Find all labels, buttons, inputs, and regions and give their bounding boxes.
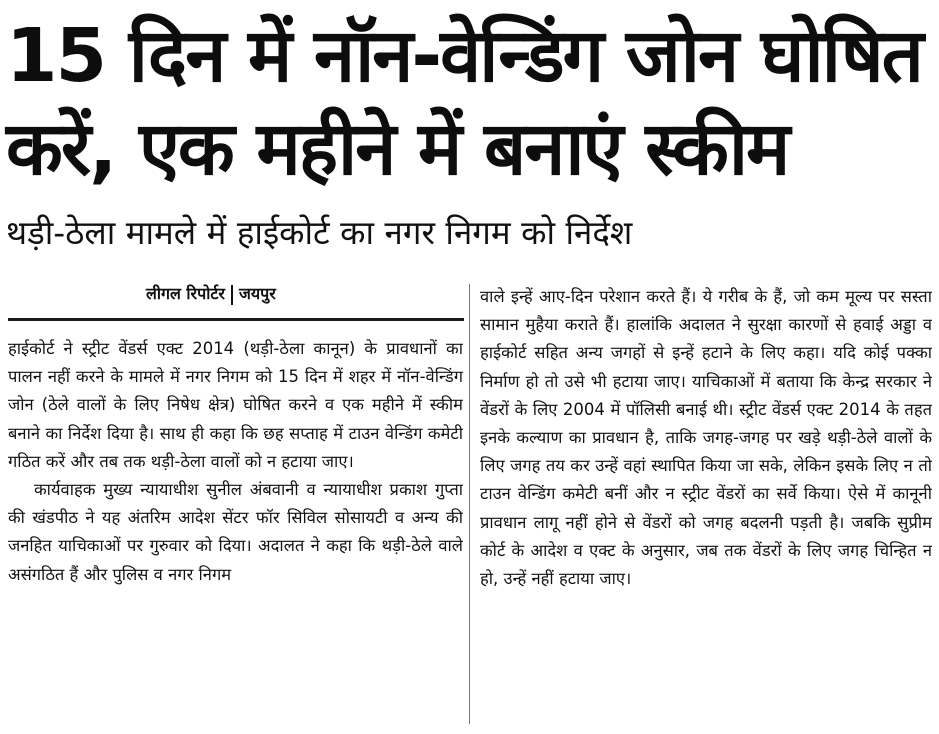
article-paragraph-1: हाईकोर्ट ने स्ट्रीट वेंडर्स एक्ट 2014 (थड़ी-ठेला कानून) के प्रावधानों का पालन नहीं करने के मामले में नगर निगम को 15 दिन में शहर में नॉन-वेन्डिंग जोन (ठेले वालों के लिए निषेध क्षेत्र) घोषित करने व एक महीने में स्कीम बनाने का निर्देश दिया है। साथ ही कहा कि छह सप्ताह में टाउन वेन्डिंग कमेटी गठित करें और तब तक थड़ी-ठेला वालों को न हटाया जाए। bbox=[8, 339, 463, 471]
byline-city: जयपुर bbox=[238, 284, 276, 303]
byline-separator bbox=[231, 285, 233, 305]
article-paragraph-2: कार्यवाहक मुख्य न्यायाधीश सुनील अंबवानी व न्यायाधीश प्रकाश गुप्ता की खंडपीठ ने यह अंतरिम आदेश सेंटर फॉर सिविल सोसायटी व अन्य की जनहित याचिकाओं पर गुरुवार को दिया। अदालत ने कहा कि थड़ी-ठेले वाले असंगठित हैं और पुलिस व नगर निगम bbox=[8, 480, 463, 584]
article-paragraph-3: वाले इन्हें आए-दिन परेशान करते हैं। ये गरीब के हैं, जो कम मूल्य पर सस्ता सामान मुहैया कराते हैं। हालांकि अदालत ने सुरक्षा कारणों से हवाई अड्डा व हाईकोर्ट सहित अन्य जगहों से इन्हें हटाने के लिए कहा। यदि कोई पक्का निर्माण हो तो उसे भी हटाया जाए। याचिकाओं में बताया कि केन्द्र सरकार ने वेंडरों के लिए 2004 में पॉलिसी बनाई थी। स्ट्रीट वेंडर्स एक्ट 2014 के तहत इनके कल्याण का प्रावधान है, ताकि जगह-जगह पर खड़े थड़ी-ठेले वालों के लिए जगह तय कर उन्हें वहां स्थापित किया जा सके, लेकिन इसके लिए न तो टाउन वेन्डिंग कमेटी बनीं और न स्ट्रीट वेंडरों का सर्वे किया। ऐसे में कानूनी प्रावधान लागू नहीं होने से वेंडरों को जगह बदलनी पड़ती है। जबकि सुप्रीम कोर्ट के आदेश व एक्ट के अनुसार, जब तक वेंडरों के लिए जगह चिन्हित न हो, उन्हें नहीं हटाया जाए। bbox=[480, 287, 932, 589]
byline-rule bbox=[8, 318, 464, 321]
byline bbox=[146, 283, 276, 305]
article-column-right bbox=[480, 283, 932, 731]
headline-line-2: करें, एक महीने में बनाएं स्कीम bbox=[6, 106, 789, 192]
article-column-left bbox=[8, 335, 463, 731]
headline-line-1: 15 दिन में नॉन-वेन्डिंग जोन घोषित bbox=[6, 13, 922, 99]
column-divider bbox=[469, 284, 470, 724]
subheadline: थड़ी-ठेला मामले में हाईकोर्ट का नगर निगम को निर्देश bbox=[6, 213, 633, 252]
byline-reporter: लीगल रिपोर्टर bbox=[146, 284, 225, 303]
